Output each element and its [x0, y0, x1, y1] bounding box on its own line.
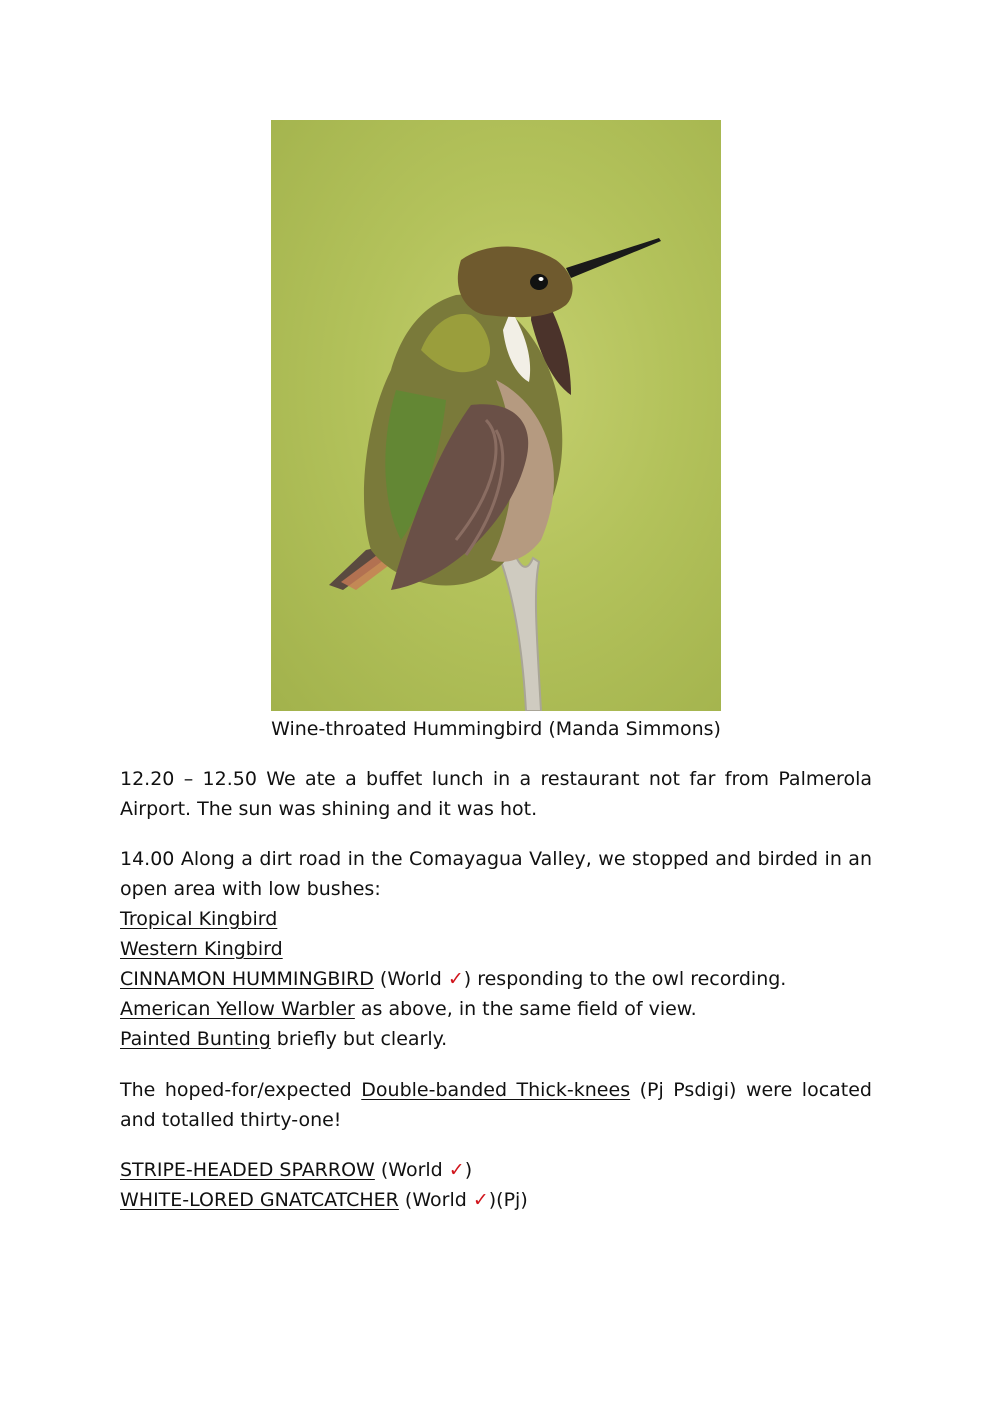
- species-name: STRIPE-HEADED SPARROW: [120, 1159, 375, 1181]
- check-mark-icon: ✓: [472, 1189, 489, 1211]
- thick-knees-note: (Pj Psdigi) were located and totalled thirty-one!: [120, 1079, 872, 1131]
- lifer-note: )(Pj): [488, 1189, 528, 1211]
- species-name: Painted Bunting: [120, 1028, 271, 1050]
- sighting-line: [120, 934, 872, 964]
- species-name: CINNAMON HUMMINGBIRD: [120, 968, 374, 990]
- bird-beak: [566, 238, 661, 278]
- species-name: Tropical Kingbird: [120, 908, 278, 930]
- species-name: WHITE-LORED GNATCATCHER: [120, 1189, 399, 1211]
- lifer-note: ): [464, 1159, 473, 1181]
- species-name: American Yellow Warbler: [120, 998, 355, 1020]
- lifer-note: (World: [374, 1159, 449, 1181]
- lifer-list: [120, 1155, 872, 1215]
- sighting-line: [120, 904, 872, 934]
- check-mark-icon: ✓: [448, 1159, 465, 1181]
- paragraph-lunch: 12.20 – 12.50 We ate a buffet lunch in a restaurant not far from Palmerola Airport. The sun was shining and it was hot.: [120, 768, 872, 820]
- sighting-note: ) responding to the owl recording.: [463, 968, 787, 990]
- paragraph-dirt-road-intro: 14.00 Along a dirt road in the Comayagua Valley, we stopped and birded in an open area with low bushes:: [120, 848, 872, 900]
- sighting-line: [120, 1024, 872, 1054]
- paragraph-dirt-road: [120, 844, 872, 1054]
- photo-caption: Wine-throated Hummingbird (Manda Simmons): [271, 718, 721, 740]
- lifer-note: (World: [398, 1189, 473, 1211]
- sighting-line: [120, 994, 872, 1024]
- bird-head: [458, 247, 573, 318]
- hummingbird-illustration: [271, 120, 721, 711]
- species-name: Double-banded Thick-knees: [361, 1079, 631, 1101]
- thick-knees-intro: The hoped-for/expected: [120, 1079, 362, 1101]
- bird-eye: [530, 274, 548, 290]
- paragraph-thick-knees: [120, 1075, 872, 1135]
- sighting-note: briefly but clearly.: [270, 1028, 448, 1050]
- hummingbird-photo: [271, 120, 721, 711]
- sighting-line: [120, 964, 872, 994]
- lifer-line: [120, 1155, 872, 1185]
- species-name: Western Kingbird: [120, 938, 283, 960]
- check-mark-icon: ✓: [447, 968, 464, 990]
- sighting-note: (World: [373, 968, 448, 990]
- sighting-note: as above, in the same field of view.: [354, 998, 697, 1020]
- lifer-line: [120, 1185, 872, 1215]
